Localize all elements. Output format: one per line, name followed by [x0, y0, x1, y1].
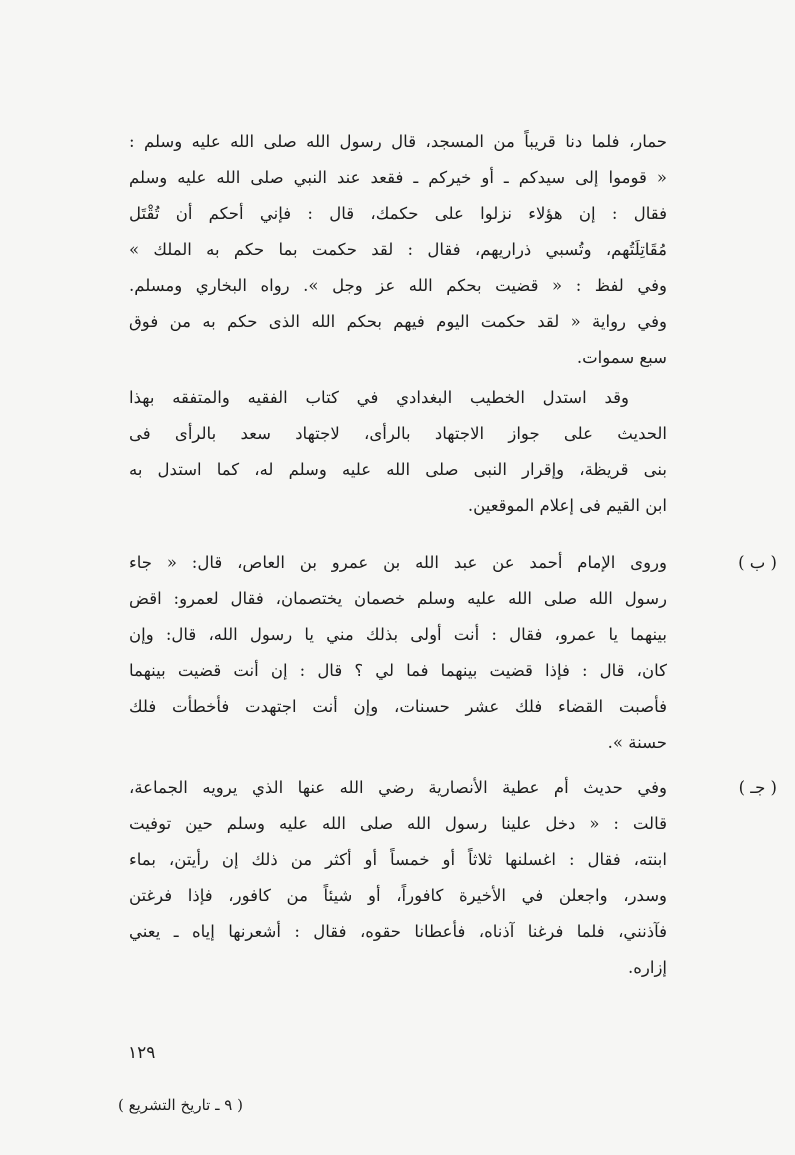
item-marker: ( جـ )	[738, 778, 777, 797]
text-line: بنى قريظة، وإقرار النبى صلى الله عليه وسلم له، كما استدل به	[129, 460, 667, 479]
text-line: فقال : إن هؤلاء نزلوا على حكمك، قال : فإني أحكم أن تُقْتَل	[129, 204, 667, 223]
text-line: مُقَاتِلَتُهم، وتُسبي ذراريهم، فقال : لقد حكمت بما حكم به الملك »	[129, 240, 667, 259]
text-line: وفي رواية « لقد حكمت اليوم فيهم بحكم الله الذى حكم به من فوق	[129, 312, 667, 331]
text-line: كان، قال : فإذا قضيت بينهما فما لي ؟ قال : إن أنت قضيت بينهما	[129, 661, 667, 680]
text-line: فآذنني، فلما فرغنا آذناه، فأعطانا حقوه، فقال : أشعرنها إياه ـ يعني	[129, 922, 667, 941]
item-body	[129, 770, 667, 986]
text-line: « قوموا إلى سيدكم ـ أو خيركم ـ فقعد عند النبي صلى الله عليه وسلم	[129, 168, 667, 187]
item-marker: ( ب )	[738, 553, 777, 572]
text-line: إزاره.	[628, 958, 667, 977]
text-line: حسنة ».	[607, 733, 667, 752]
text-line: قالت : « دخل علينا رسول الله صلى الله عليه وسلم حين توفيت	[129, 814, 667, 833]
footer-note: ( ٩ ـ تاريخ التشريع )	[118, 1096, 243, 1114]
text-line: وسدر، واجعلن في الأخيرة كافوراً، أو شيئاً من كافور، فإذا فرغتن	[129, 886, 667, 905]
text-line: بينهما يا عمرو، فقال : أنت أولى بذلك مني يا رسول الله، قال: وإن	[129, 625, 667, 644]
paragraph-1	[129, 124, 667, 376]
text-line: سبع سموات.	[576, 348, 667, 367]
item-body	[129, 545, 667, 761]
text-line: فأصبت القضاء فلك عشر حسنات، وإن أنت اجتهدت فأخطأت فلك	[129, 697, 667, 716]
text-line: وفي حديث أم عطية الأنصارية رضي الله عنها الذي يرويه الجماعة،	[129, 778, 667, 797]
text-line: الحديث على جواز الاجتهاد بالرأى، لاجتهاد سعد بالرأى فى	[129, 424, 667, 443]
text-line: ابنته، فقال : اغسلنها ثلاثاً أو خمساً أو أكثر من ذلك إن رأيتن، بماء	[129, 850, 667, 869]
paragraph-2	[129, 380, 667, 524]
text-line: وقد استدل الخطيب البغدادي في كتاب الفقيه والمتفقه بهذا	[129, 388, 629, 407]
page-number: ١٢٩	[128, 1043, 156, 1063]
text-line: وروى الإمام أحمد عن عبد الله بن عمرو بن العاص، قال: « جاء	[129, 553, 667, 572]
text-line: حمار، فلما دنا قريباً من المسجد، قال رسول الله صلى الله عليه وسلم :	[129, 132, 667, 151]
text-line: رسول الله صلى الله عليه وسلم خصمان يختصمان، فقال لعمرو: اقض	[129, 589, 667, 608]
text-line: وفي لفظ : « قضيت بحكم الله عز وجل ». رواه البخاري ومسلم.	[129, 276, 667, 295]
text-line: ابن القيم فى إعلام الموقعين.	[467, 496, 667, 515]
